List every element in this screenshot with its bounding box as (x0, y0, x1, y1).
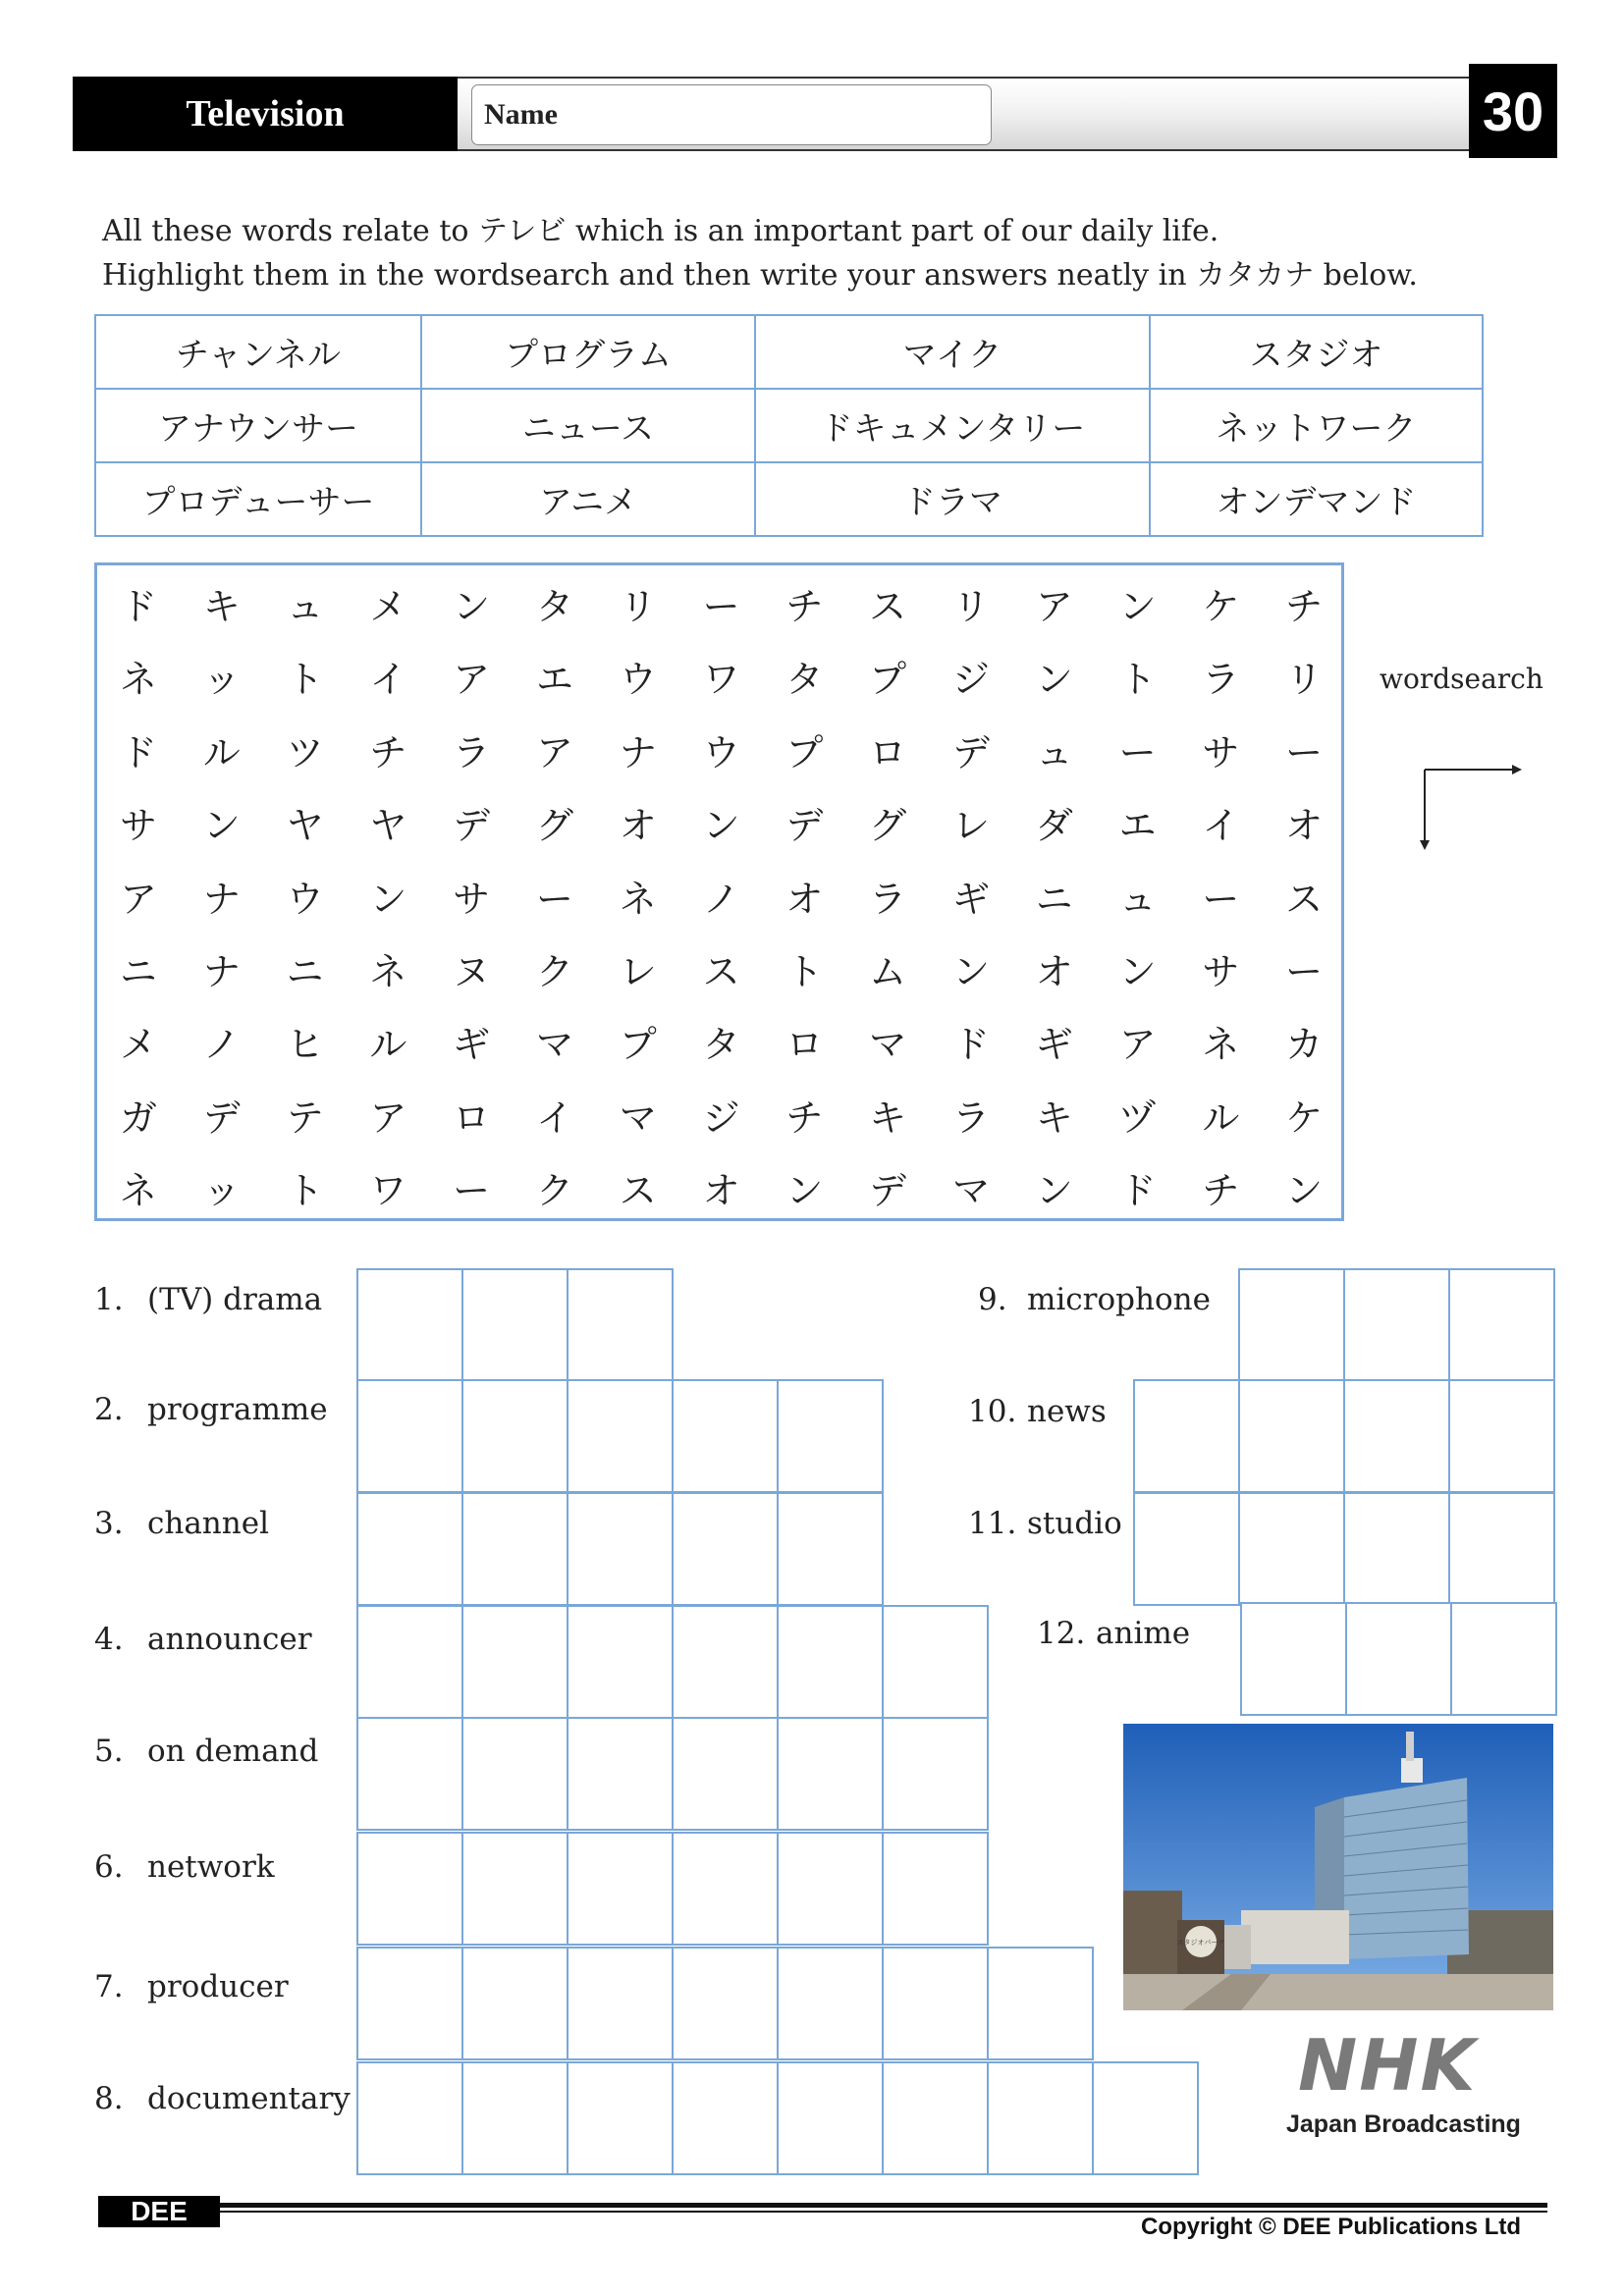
answer-box[interactable] (672, 1379, 779, 1493)
question-number: 7. (94, 1969, 124, 2004)
grid-letter[interactable]: ロ (869, 730, 907, 774)
answer-box[interactable] (1238, 1492, 1345, 1606)
grid-letter[interactable]: ヌ (453, 950, 491, 993)
grid-letter[interactable]: ド (951, 1023, 990, 1067)
answer-box[interactable] (1345, 1602, 1452, 1716)
instruction-jp-word: カタカナ (1196, 258, 1315, 293)
question-text: documentary (147, 2081, 351, 2116)
grid-letter[interactable]: ス (869, 585, 907, 628)
question-label (94, 1849, 275, 1885)
grid-letter[interactable]: ュ (286, 585, 324, 628)
grid-letter[interactable]: ン (1035, 1169, 1073, 1213)
answer-box[interactable] (567, 2061, 674, 2175)
grid-letter[interactable]: リ (619, 585, 657, 628)
grid-letter[interactable]: ー (1285, 950, 1324, 993)
grid-letter[interactable]: ー (453, 1169, 491, 1213)
grid-letter[interactable]: ア (1118, 1023, 1157, 1067)
question-number: 5. (94, 1734, 124, 1769)
grid-letter[interactable]: ギ (951, 877, 990, 921)
grid-letter[interactable]: イ (1202, 804, 1240, 848)
answer-box[interactable] (777, 1832, 884, 1946)
answer-box[interactable] (356, 1947, 463, 2060)
grid-letter[interactable]: グ (869, 804, 907, 848)
grid-letter[interactable]: ウ (286, 877, 324, 921)
grid-letter[interactable]: ギ (1035, 1023, 1073, 1067)
grid-letter[interactable]: リ (1285, 658, 1324, 702)
building-image (1123, 1724, 1553, 2010)
question-number: 9. (978, 1282, 1007, 1317)
grid-letter[interactable]: ド (119, 585, 157, 628)
grid-letter[interactable]: サ (1202, 730, 1240, 774)
question-number: 12. (1037, 1616, 1086, 1651)
name-label: Name (484, 98, 558, 131)
grid-letter[interactable]: チ (1285, 585, 1324, 628)
grid-letter[interactable]: オ (785, 877, 824, 921)
question-number: 4. (94, 1622, 124, 1657)
grid-letter[interactable]: ン (453, 585, 491, 628)
grid-letter[interactable]: ワ (702, 658, 740, 702)
grid-letter[interactable]: ア (119, 877, 157, 921)
grid-letter[interactable]: ネ (119, 1169, 157, 1213)
answer-box[interactable] (461, 1832, 568, 1946)
question-number: 8. (94, 2081, 124, 2116)
answer-box[interactable] (567, 1605, 674, 1719)
word-list-table (94, 314, 1484, 537)
answer-box[interactable] (672, 1605, 779, 1719)
grid-letter[interactable]: デ (453, 804, 491, 848)
grid-letter[interactable]: チ (1202, 1169, 1240, 1213)
grid-letter[interactable]: デ (951, 730, 990, 774)
grid-letter[interactable]: オ (1035, 950, 1073, 993)
answer-box[interactable] (567, 1947, 674, 2060)
nhk-logo: NHK (1298, 2024, 1478, 2107)
grid-letter[interactable]: ア (369, 1095, 407, 1140)
instruction-text: All these words relate to (102, 214, 478, 248)
grid-letter[interactable]: ク (535, 950, 573, 993)
grid-letter[interactable]: ン (1118, 585, 1157, 628)
grid-letter[interactable]: ニ (119, 950, 157, 993)
word-cell: ニュース (421, 389, 755, 462)
grid-letter[interactable]: デ (202, 1095, 241, 1140)
word-list-row (95, 389, 1483, 462)
answer-box[interactable] (882, 1605, 989, 1719)
question-number: 1. (94, 1282, 124, 1317)
grid-letter[interactable]: ュ (1035, 730, 1073, 774)
answer-box[interactable] (461, 1717, 568, 1831)
grid-letter[interactable]: ロ (785, 1023, 824, 1067)
grid-letter[interactable]: カ (1285, 1023, 1324, 1067)
grid-letter[interactable]: ド (119, 730, 157, 774)
instruction-text: below. (1314, 258, 1418, 293)
grid-letter[interactable]: マ (535, 1023, 573, 1067)
footer-divider (220, 2203, 1547, 2208)
grid-letter[interactable]: ト (1118, 658, 1157, 702)
answer-box[interactable] (461, 2061, 568, 2175)
word-cell: ドラマ (755, 462, 1150, 536)
word-cell: アナウンサー (95, 389, 421, 462)
grid-letter[interactable]: ン (702, 804, 740, 848)
question-number: 11. (968, 1506, 1017, 1541)
grid-letter[interactable]: ュ (1118, 877, 1157, 921)
answer-box[interactable] (1343, 1379, 1450, 1493)
grid-letter[interactable]: ノ (202, 1023, 241, 1067)
answer-box[interactable] (356, 1268, 463, 1382)
question-text: (TV) drama (147, 1282, 323, 1317)
word-cell: オンデマンド (1150, 462, 1483, 536)
grid-letter[interactable]: ヤ (369, 804, 407, 848)
grid-letter[interactable]: ッ (202, 658, 241, 702)
grid-letter[interactable]: ー (1118, 730, 1157, 774)
question-text: studio (1027, 1506, 1122, 1541)
word-list-row (95, 315, 1483, 389)
answer-box[interactable] (461, 1492, 568, 1606)
grid-letter[interactable]: ン (1118, 950, 1157, 993)
instruction-line-2 (102, 250, 1418, 294)
grid-letter[interactable]: イ (369, 658, 407, 702)
studio-park-sign: スタジオパーク (1176, 1939, 1225, 1947)
answer-box[interactable] (1133, 1379, 1240, 1493)
answer-box[interactable] (567, 1492, 674, 1606)
grid-letter[interactable]: プ (869, 658, 907, 702)
grid-letter[interactable]: タ (702, 1023, 740, 1067)
grid-letter[interactable]: ギ (453, 1023, 491, 1067)
grid-letter[interactable]: ル (369, 1023, 407, 1067)
grid-letter[interactable]: ジ (951, 658, 990, 702)
question-label (94, 2081, 351, 2116)
answer-box[interactable] (356, 1832, 463, 1946)
word-cell: チャンネル (95, 315, 421, 389)
answer-box[interactable] (672, 1947, 779, 2060)
grid-letter[interactable]: キ (202, 585, 241, 628)
grid-letter[interactable]: ア (1035, 585, 1073, 628)
grid-letter[interactable]: マ (619, 1095, 657, 1140)
grid-letter[interactable]: テ (286, 1095, 324, 1140)
word-cell: アニメ (421, 462, 755, 536)
grid-letter[interactable]: ス (619, 1169, 657, 1213)
instruction-line-1 (102, 206, 1218, 249)
grid-letter[interactable]: メ (369, 585, 407, 628)
grid-letter[interactable]: ク (535, 1169, 573, 1213)
question-number: 3. (94, 1506, 124, 1541)
grid-letter[interactable]: ト (785, 950, 824, 993)
grid-letter[interactable]: ン (785, 1169, 824, 1213)
word-cell: ドキュメンタリー (755, 389, 1150, 462)
grid-letter[interactable]: キ (1035, 1095, 1073, 1140)
grid-letter[interactable]: タ (535, 585, 573, 628)
word-cell: ネットワーク (1150, 389, 1483, 462)
nhk-building-photo (1123, 1724, 1553, 2010)
answer-box[interactable] (356, 1717, 463, 1831)
answer-box[interactable] (1448, 1492, 1555, 1606)
wordsearch-label: wordsearch (1380, 663, 1543, 695)
grid-letter[interactable]: ダ (1035, 804, 1073, 848)
word-cell: スタジオ (1150, 315, 1483, 389)
grid-letter[interactable]: ス (1285, 877, 1324, 921)
grid-letter[interactable]: チ (369, 730, 407, 774)
question-label (978, 1282, 1211, 1317)
question-text: channel (147, 1506, 269, 1541)
grid-letter[interactable]: ド (1118, 1169, 1157, 1213)
grid-letter[interactable]: リ (951, 585, 990, 628)
grid-letter[interactable]: ム (869, 950, 907, 993)
question-label (968, 1394, 1107, 1429)
grid-letter[interactable]: デ (785, 804, 824, 848)
grid-letter[interactable]: エ (1118, 804, 1157, 848)
answer-box[interactable] (777, 1492, 884, 1606)
grid-letter[interactable]: ン (369, 877, 407, 921)
question-label (94, 1734, 318, 1769)
answer-box[interactable] (987, 2061, 1094, 2175)
grid-letter[interactable]: マ (951, 1169, 990, 1213)
publisher-tag: DEE (98, 2196, 220, 2227)
grid-letter[interactable]: グ (535, 804, 573, 848)
worksheet-title: Television (73, 77, 458, 151)
instruction-text: Highlight them in the wordsearch and then write your answers neatly in (102, 258, 1197, 293)
answer-box[interactable] (777, 2061, 884, 2175)
question-number: 2. (94, 1392, 124, 1427)
grid-letter[interactable]: ン (1285, 1169, 1324, 1213)
grid-letter[interactable]: ト (286, 1169, 324, 1213)
answer-box[interactable] (672, 1832, 779, 1946)
grid-letter[interactable]: ル (202, 730, 241, 774)
grid-letter[interactable]: ラ (1202, 658, 1240, 702)
grid-letter[interactable]: ノ (702, 877, 740, 921)
grid-letter[interactable]: ツ (286, 730, 324, 774)
grid-letter[interactable]: ト (286, 658, 324, 702)
answer-box[interactable] (1092, 2061, 1199, 2175)
answer-box[interactable] (1238, 1268, 1345, 1382)
question-text: network (147, 1849, 275, 1885)
answer-box[interactable] (461, 1947, 568, 2060)
grid-letter[interactable]: ネ (369, 950, 407, 993)
grid-letter[interactable]: ネ (1202, 1023, 1240, 1067)
answer-box[interactable] (1133, 1492, 1240, 1606)
copyright-text: Copyright © DEE Publications Ltd (1141, 2214, 1522, 2240)
name-field[interactable] (471, 84, 992, 145)
grid-letter[interactable]: ス (702, 950, 740, 993)
grid-letter[interactable]: ル (1202, 1095, 1240, 1140)
answer-box[interactable] (567, 1832, 674, 1946)
answer-box[interactable] (567, 1717, 674, 1831)
grid-letter[interactable]: オ (702, 1169, 740, 1213)
answer-box[interactable] (777, 1605, 884, 1719)
grid-letter[interactable]: タ (785, 658, 824, 702)
answer-box[interactable] (882, 1832, 989, 1946)
word-cell: プロデューサー (95, 462, 421, 536)
grid-letter[interactable]: チ (785, 585, 824, 628)
grid-letter[interactable]: ッ (202, 1169, 241, 1213)
grid-letter[interactable]: ン (202, 804, 241, 848)
grid-letter[interactable]: ナ (619, 730, 657, 774)
grid-letter[interactable]: サ (1202, 950, 1240, 993)
grid-letter[interactable]: オ (1285, 804, 1324, 848)
grid-letter[interactable]: ロ (453, 1095, 491, 1140)
answer-box[interactable] (1343, 1492, 1450, 1606)
question-text: producer (147, 1969, 289, 2004)
answer-box[interactable] (777, 1717, 884, 1831)
answer-box[interactable] (672, 1717, 779, 1831)
answer-box[interactable] (567, 1379, 674, 1493)
word-list-row (95, 462, 1483, 536)
answer-box[interactable] (672, 1492, 779, 1606)
question-number: 6. (94, 1849, 124, 1885)
answer-box[interactable] (1450, 1602, 1557, 1716)
question-label (94, 1969, 289, 2004)
question-label (94, 1622, 312, 1657)
grid-letter[interactable]: ア (453, 658, 491, 702)
grid-letter[interactable]: ー (1202, 877, 1240, 921)
grid-letter[interactable]: ジ (702, 1095, 740, 1140)
grid-letter[interactable]: サ (453, 877, 491, 921)
grid-letter[interactable]: プ (785, 730, 824, 774)
grid-letter[interactable]: ア (535, 730, 573, 774)
answer-box[interactable] (1343, 1268, 1450, 1382)
grid-letter[interactable]: プ (619, 1023, 657, 1067)
instruction-jp-word: テレビ (478, 214, 567, 248)
grid-letter[interactable]: オ (619, 804, 657, 848)
grid-letter[interactable]: ラ (951, 1095, 990, 1140)
question-label (1037, 1616, 1190, 1651)
grid-letter[interactable]: エ (535, 658, 573, 702)
grid-letter[interactable]: ケ (1285, 1095, 1324, 1140)
question-label (968, 1506, 1122, 1541)
answer-box[interactable] (461, 1605, 568, 1719)
grid-letter[interactable]: マ (869, 1023, 907, 1067)
answer-box[interactable] (1448, 1268, 1555, 1382)
answer-box[interactable] (356, 1605, 463, 1719)
answer-box[interactable] (882, 2061, 989, 2175)
answer-box[interactable] (882, 1947, 989, 2060)
answer-box[interactable] (882, 1717, 989, 1831)
wordsearch-grid (94, 562, 1344, 1221)
question-text: anime (1096, 1616, 1191, 1651)
grid-letter[interactable]: ガ (119, 1095, 157, 1140)
nhk-subtitle: Japan Broadcasting (1286, 2110, 1521, 2138)
question-label (94, 1392, 328, 1427)
grid-letter[interactable]: ワ (369, 1169, 407, 1213)
grid-letter[interactable]: ナ (202, 877, 241, 921)
question-text: programme (147, 1392, 328, 1427)
answer-box[interactable] (356, 1492, 463, 1606)
grid-letter[interactable]: ケ (1202, 585, 1240, 628)
grid-letter[interactable]: ヅ (1118, 1095, 1157, 1140)
answer-box[interactable] (461, 1268, 568, 1382)
answer-box[interactable] (777, 1379, 884, 1493)
grid-letter[interactable]: ー (702, 585, 740, 628)
word-cell: プログラム (421, 315, 755, 389)
grid-letter[interactable]: ニ (286, 950, 324, 993)
grid-letter[interactable]: ヤ (286, 804, 324, 848)
answer-box[interactable] (987, 1947, 1094, 2060)
answer-box[interactable] (356, 2061, 463, 2175)
grid-letter[interactable]: ニ (1035, 877, 1073, 921)
grid-letter[interactable]: ヒ (286, 1023, 324, 1067)
grid-letter[interactable]: ウ (702, 730, 740, 774)
grid-letter[interactable]: イ (535, 1095, 573, 1140)
grid-letter[interactable]: サ (119, 804, 157, 848)
grid-letter[interactable]: レ (619, 950, 657, 993)
worksheet-number: 30 (1469, 64, 1557, 158)
answer-box[interactable] (777, 1947, 884, 2060)
answer-box[interactable] (1238, 1379, 1345, 1493)
grid-letter[interactable]: チ (785, 1095, 824, 1140)
grid-letter[interactable]: ナ (202, 950, 241, 993)
grid-letter[interactable]: デ (869, 1169, 907, 1213)
footer-divider-thin (220, 2211, 1547, 2213)
answer-box[interactable] (567, 1268, 674, 1382)
grid-letter[interactable]: ウ (619, 658, 657, 702)
word-cell: マイク (755, 315, 1150, 389)
question-number: 10. (968, 1394, 1017, 1429)
grid-letter[interactable]: レ (951, 804, 990, 848)
direction-arrows-icon (1414, 758, 1528, 852)
grid-letter[interactable]: ー (1285, 730, 1324, 774)
grid-letter[interactable]: ラ (869, 877, 907, 921)
grid-letter[interactable]: ネ (119, 658, 157, 702)
grid-letter[interactable]: ラ (453, 730, 491, 774)
answer-box[interactable] (461, 1379, 568, 1493)
answer-box[interactable] (672, 2061, 779, 2175)
question-text: news (1027, 1394, 1107, 1429)
question-text: on demand (147, 1734, 319, 1769)
grid-letter[interactable]: ン (951, 950, 990, 993)
grid-letter[interactable]: キ (869, 1095, 907, 1140)
grid-letter[interactable]: ネ (619, 877, 657, 921)
grid-letter[interactable]: ー (535, 877, 573, 921)
grid-letter[interactable]: ン (1035, 658, 1073, 702)
question-text: announcer (147, 1622, 312, 1657)
grid-letter[interactable]: メ (119, 1023, 157, 1067)
answer-box[interactable] (356, 1379, 463, 1493)
instruction-text: which is an important part of our daily life. (566, 214, 1219, 248)
question-text: microphone (1027, 1282, 1211, 1317)
answer-box[interactable] (1240, 1602, 1347, 1716)
question-label (94, 1282, 322, 1317)
question-label (94, 1506, 269, 1541)
answer-box[interactable] (1448, 1379, 1555, 1493)
